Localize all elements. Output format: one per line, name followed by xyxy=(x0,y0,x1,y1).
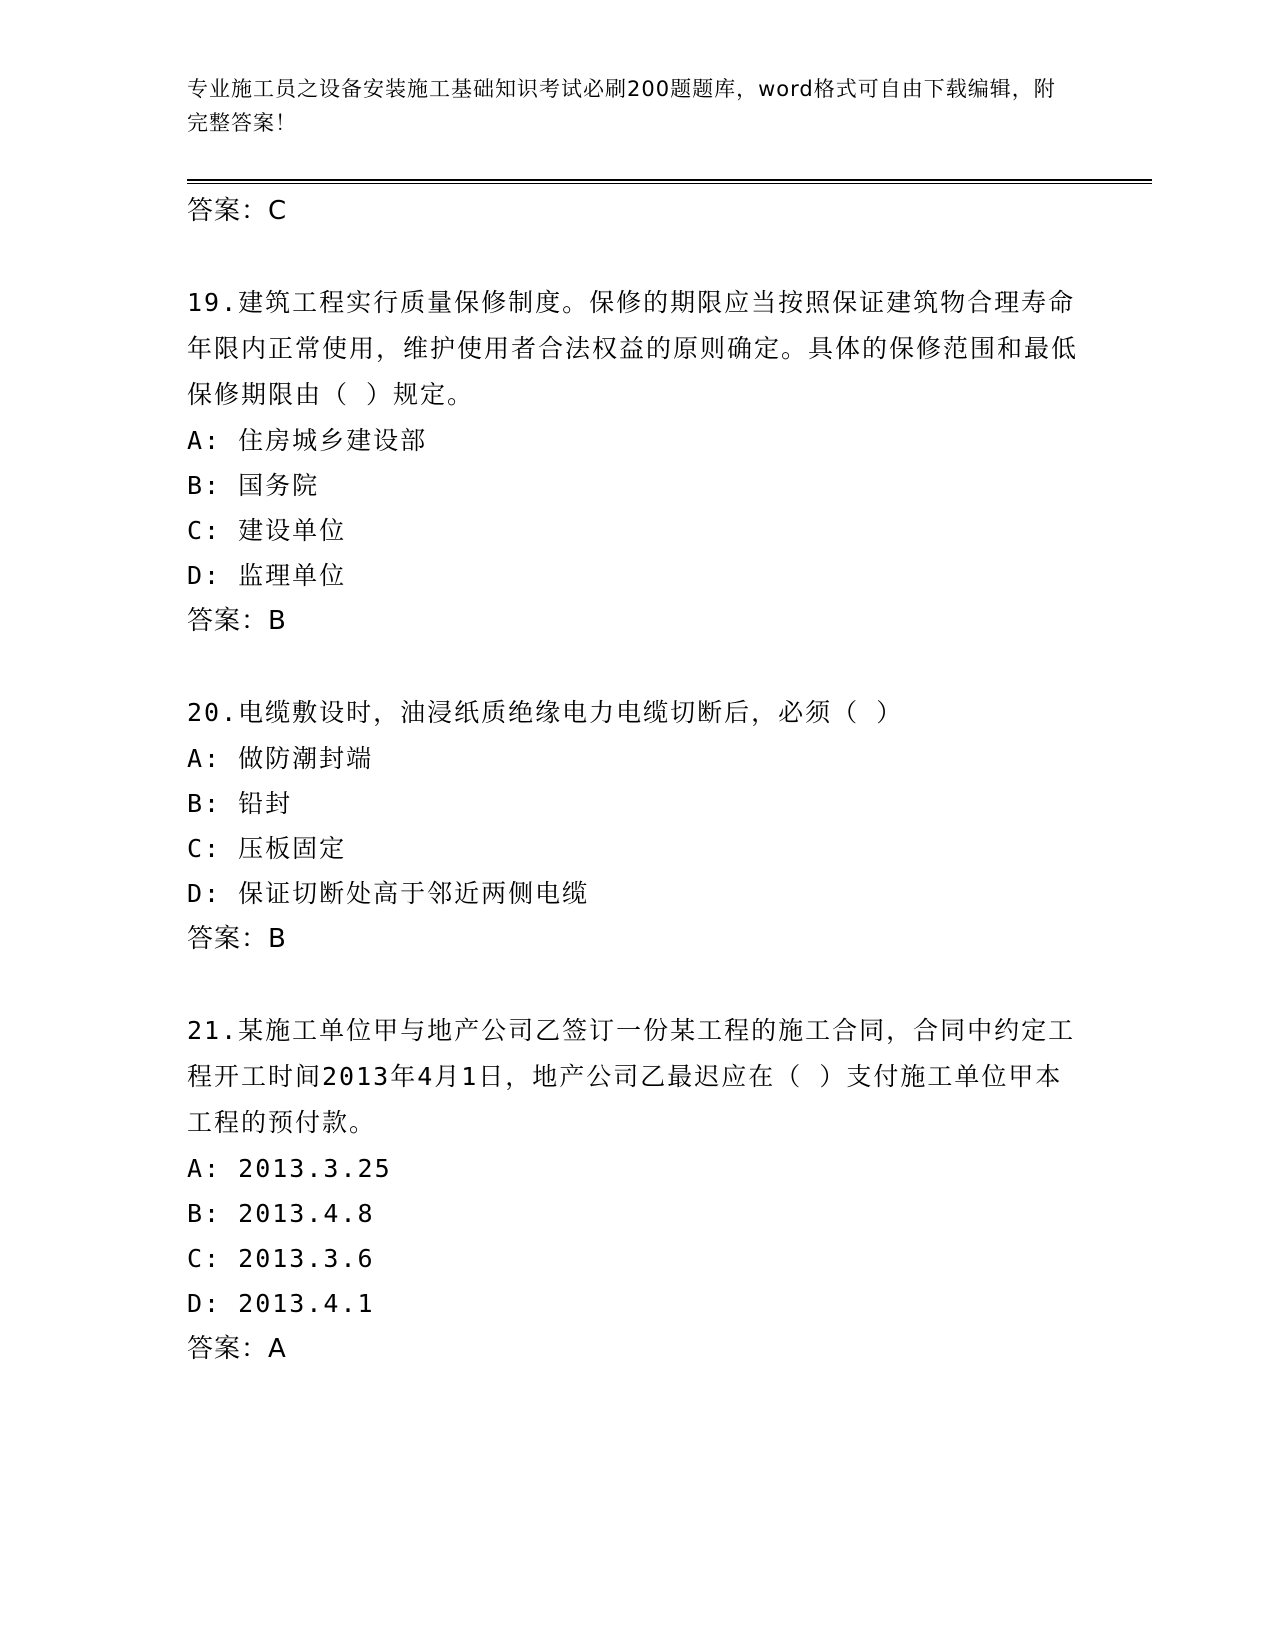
option-a: A: 住房城乡建设部 xyxy=(187,426,428,455)
header-title: 专业施工员之设备安装施工基础知识考试必刷200题题库，word格式可自由下载编辑，附完整答案！ xyxy=(187,77,1056,135)
answer-line: 答案：C xyxy=(187,196,288,226)
answer-line: 答案：B xyxy=(187,924,287,954)
option-d: D: 2013.4.1 xyxy=(187,1289,375,1318)
header-divider xyxy=(187,179,1152,184)
question-stem: 20.电缆敷设时，油浸纸质绝缘电力电缆切断后，必须（ ） xyxy=(187,698,904,727)
question-stem: 21.某施工单位甲与地产公司乙签订一份某工程的施工合同，合同中约定工程开工时间2013年4月1日，地产公司乙最迟应在（ ）支付施工单位甲本工程的预付款。 xyxy=(187,1016,1076,1137)
question-21 xyxy=(187,1008,1087,1372)
question-19 xyxy=(187,280,1087,644)
page-header xyxy=(187,72,1067,140)
answer-line: 答案：A xyxy=(187,1334,287,1364)
question-stem: 19.建筑工程实行质量保修制度。保修的期限应当按照保证建筑物合理寿命年限内正常使用，维护使用者合法权益的原则确定。具体的保修范围和最低保修期限由（ ）规定。 xyxy=(187,288,1079,409)
answer-line: 答案：B xyxy=(187,606,287,636)
option-b: B: 铅封 xyxy=(187,789,293,818)
option-d: D: 监理单位 xyxy=(187,561,347,590)
option-b: B: 2013.4.8 xyxy=(187,1199,375,1228)
question-list xyxy=(187,188,1087,1372)
option-a: A: 做防潮封端 xyxy=(187,744,374,773)
question-20 xyxy=(187,690,1087,962)
option-c: C: 建设单位 xyxy=(187,516,347,545)
option-b: B: 国务院 xyxy=(187,471,320,500)
option-d: D: 保证切断处高于邻近两侧电缆 xyxy=(187,879,590,908)
option-a: A: 2013.3.25 xyxy=(187,1154,392,1183)
option-c: C: 2013.3.6 xyxy=(187,1244,375,1273)
option-c: C: 压板固定 xyxy=(187,834,347,863)
